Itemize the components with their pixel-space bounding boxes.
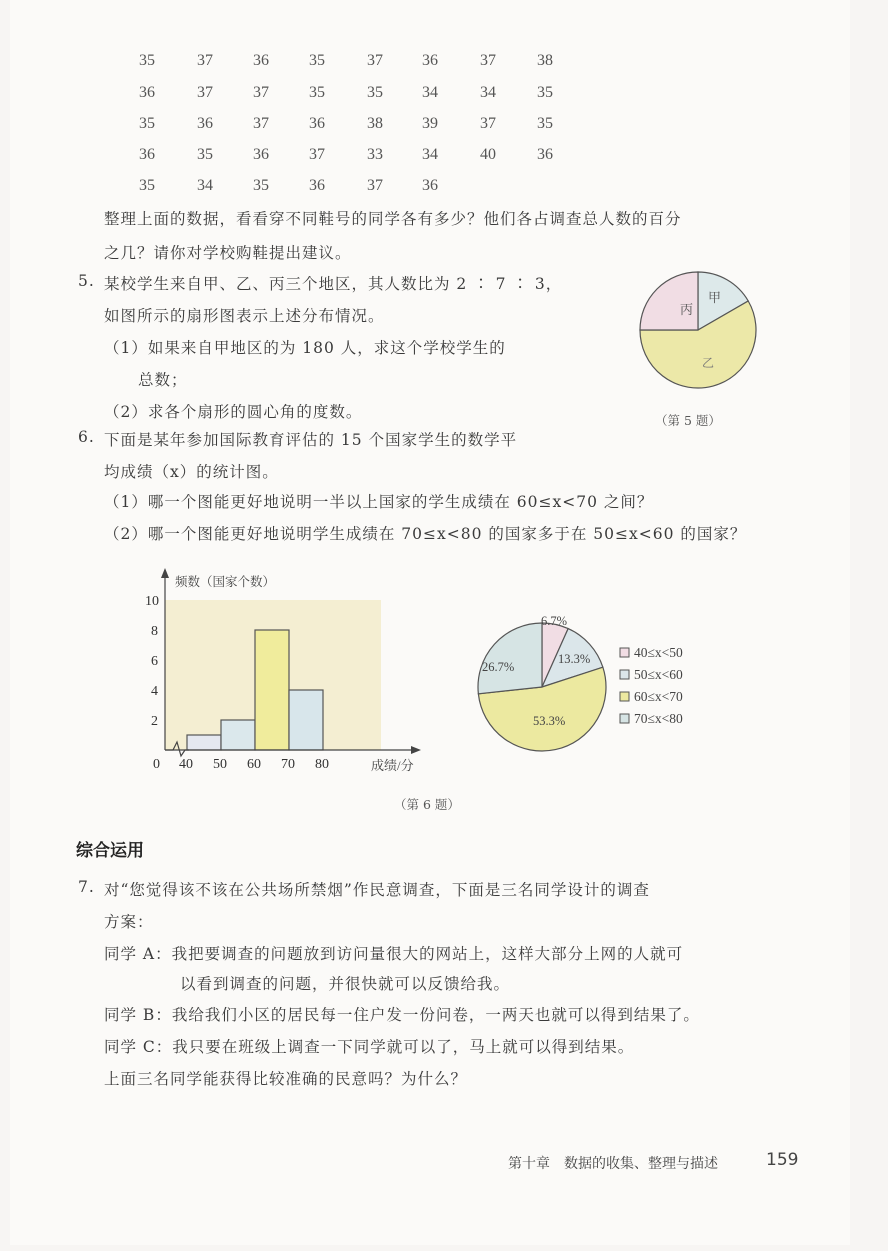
data-cell: 34 (422, 84, 438, 101)
data-cell: 36 (253, 146, 269, 163)
pie-label-yi: 乙 (702, 356, 715, 370)
q6-histogram (135, 568, 435, 778)
data-cell: 35 (309, 52, 325, 69)
y-tick-label: 10 (145, 594, 159, 609)
q7-student-a-cont: 以看到调查的问题，并很快就可以反馈给我。 (180, 975, 511, 993)
legend-swatch (620, 692, 629, 701)
data-cell: 35 (253, 177, 269, 194)
data-cell: 36 (309, 177, 325, 194)
data-cell: 37 (367, 52, 383, 69)
data-cell: 36 (139, 146, 155, 163)
q7-student-a: 同学 A：我把要调查的问题放到访问量很大的网站上，这样大部分上网的人就可 (104, 945, 684, 963)
legend-label: 70≤x<80 (634, 711, 683, 726)
data-cell: 35 (309, 84, 325, 101)
pie-label-13-3: 13.3% (558, 652, 591, 666)
data-cell: 37 (253, 84, 269, 101)
data-cell: 37 (480, 52, 496, 69)
q6-pie-chart (468, 605, 718, 755)
q7-question: 上面三名同学能获得比较准确的民意吗？为什么？ (104, 1070, 468, 1088)
y-tick-label: 2 (151, 714, 158, 729)
q7-student-b: 同学 B：我给我们小区的居民每一住户发一份问卷，一两天也就可以得到结果了。 (104, 1006, 700, 1024)
data-cell: 40 (480, 146, 496, 163)
footer-chapter: 第十章 数据的收集、整理与描述 (508, 1156, 718, 1172)
section-title: 综合运用 (76, 841, 144, 861)
pie-label-26-7: 26.7% (482, 660, 515, 674)
x-tick-label: 40 (179, 757, 193, 772)
data-cell: 33 (367, 146, 383, 163)
legend-label: 40≤x<50 (634, 645, 683, 660)
data-cell: 35 (197, 146, 213, 163)
q5-caption: （第 5 题） (655, 413, 721, 428)
y-tick-label: 8 (151, 624, 158, 639)
legend-swatch (620, 714, 629, 723)
pie-label-jia: 甲 (708, 290, 722, 305)
pie-label-53-3: 53.3% (533, 714, 566, 728)
q6-pie-slice-3 (478, 623, 542, 694)
x-tick-label: 50 (213, 757, 227, 772)
y-axis-label: 频数（国家个数） (175, 575, 276, 589)
data-cell: 36 (422, 177, 438, 194)
histogram-bar (255, 630, 289, 750)
origin-label: 0 (153, 757, 160, 772)
data-cell: 35 (139, 115, 155, 132)
data-cell: 36 (197, 115, 213, 132)
histogram-bar (221, 720, 255, 750)
data-cell: 35 (139, 52, 155, 69)
data-cell: 36 (422, 52, 438, 69)
data-cell: 34 (197, 177, 213, 194)
data-cell: 35 (139, 177, 155, 194)
q6-sub1: （1）哪一个图能更好地说明一半以上国家的学生成绩在 60≤x<70 之间？ (104, 493, 654, 511)
legend-label: 50≤x<60 (634, 667, 683, 682)
data-cell: 39 (422, 115, 438, 132)
q4-text-line-2: 之几？请你对学校购鞋提出建议。 (104, 244, 352, 262)
data-cell: 37 (480, 115, 496, 132)
q5-pie-slice-2 (640, 272, 698, 330)
pie-label-6-7: 6.7% (541, 614, 568, 628)
data-cell: 37 (367, 177, 383, 194)
q7-line-1: 对“您觉得该不该在公共场所禁烟”作民意调查，下面是三名同学设计的调查 (104, 881, 650, 899)
q5-sub2: （2）求各个扇形的圆心角的度数。 (104, 403, 363, 421)
q7-line-2: 方案： (104, 913, 154, 931)
q6-sub2: （2）哪一个图能更好地说明学生成绩在 70≤x<80 的国家多于在 50≤x<60 的国家？ (104, 525, 747, 543)
q7-student-c: 同学 C：我只要在班级上调查一下同学就可以了，马上就可以得到结果。 (104, 1038, 635, 1056)
legend-swatch (620, 648, 629, 657)
q6-line-1: 下面是某年参加国际教育评估的 15 个国家学生的数学平 (104, 431, 518, 449)
q5-sub1: （1）如果来自甲地区的为 180 人，求这个学校学生的 (104, 339, 506, 357)
q5-number: 5. (78, 272, 95, 290)
x-axis-label: 成绩/分 (371, 758, 414, 773)
histogram-bar (187, 735, 221, 750)
histogram-bar (289, 690, 323, 750)
q5-pie-chart (630, 262, 770, 402)
y-tick-label: 6 (151, 654, 158, 669)
data-cell: 37 (253, 115, 269, 132)
q5-line-1: 某校学生来自甲、乙、丙三个地区，其人数比为 2 ∶ 7 ∶ 3， (104, 275, 563, 293)
legend-swatch (620, 670, 629, 679)
data-cell: 36 (139, 84, 155, 101)
footer-page-number: 159 (766, 1150, 799, 1170)
q4-text-line-1: 整理上面的数据，看看穿不同鞋号的同学各有多少？他们各占调查总人数的百分 (104, 210, 682, 228)
q5-sub1-cont: 总数； (138, 371, 188, 389)
q6-number: 6. (78, 428, 95, 446)
data-cell: 35 (537, 115, 553, 132)
x-tick-label: 60 (247, 757, 261, 772)
x-axis-arrow (411, 746, 421, 754)
data-cell: 34 (422, 146, 438, 163)
y-tick-label: 4 (151, 684, 158, 699)
data-cell: 35 (537, 84, 553, 101)
y-axis-arrow (161, 568, 169, 578)
data-cell: 36 (309, 115, 325, 132)
x-tick-label: 70 (281, 757, 295, 772)
q7-number: 7. (78, 878, 95, 896)
q5-line-2: 如图所示的扇形图表示上述分布情况。 (104, 307, 385, 325)
data-cell: 38 (537, 52, 553, 69)
data-cell: 37 (197, 84, 213, 101)
data-cell: 37 (197, 52, 213, 69)
data-cell: 38 (367, 115, 383, 132)
data-cell: 34 (480, 84, 496, 101)
data-cell: 36 (537, 146, 553, 163)
x-tick-label: 80 (315, 757, 329, 772)
q6-line-2: 均成绩（x）的统计图。 (104, 463, 279, 481)
data-cell: 37 (309, 146, 325, 163)
data-cell: 35 (367, 84, 383, 101)
legend-label: 60≤x<70 (634, 689, 683, 704)
pie-label-bing: 丙 (680, 302, 694, 317)
data-cell: 36 (253, 52, 269, 69)
q6-caption: （第 6 题） (394, 797, 460, 812)
